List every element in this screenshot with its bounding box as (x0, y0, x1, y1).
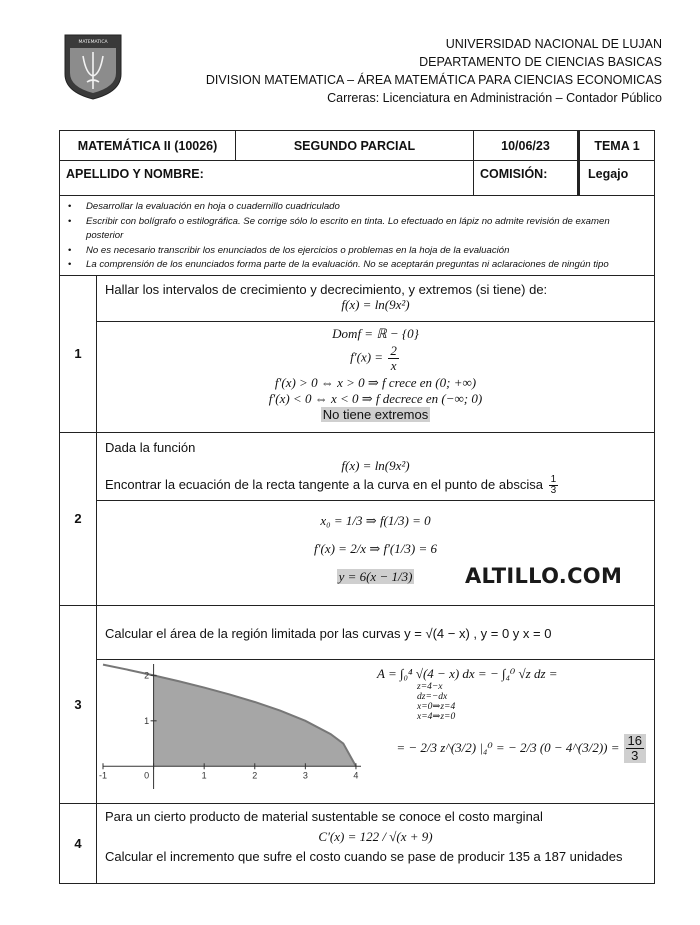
statement-label: Encontrar la ecuación de la recta tangente a la curva en el punto de abscisa (105, 476, 543, 492)
exercise-1-statement (97, 276, 654, 322)
tangent-line-result: y = 6(x − 1/3) (338, 568, 413, 584)
exercise-number: 1 (60, 276, 97, 432)
x-tick-label: 3 (302, 770, 308, 781)
area-chart (97, 660, 367, 803)
header-university: UNIVERSIDAD NACIONAL DE LUJAN (445, 37, 662, 51)
increasing-line: f′(x) > 0 ⇔ x > 0 ⇒ f crece en (0; +∞) (274, 374, 477, 390)
rule-item: • Escribir con bolígrafo o estilográfica. Se corrige sólo lo escrito en tinta. Lo efectuado en lápiz no admite revisión de examen posterior (68, 215, 646, 244)
result-denominator: 3 (631, 747, 639, 763)
extrema-result: No tiene extremos (322, 406, 429, 422)
exam-date-cell: 10/06/23 (474, 131, 578, 160)
x0-line: x₀ = 1/3 ⇒ f(1/3) = 0 (320, 512, 431, 528)
exercise-1-solution (97, 322, 654, 427)
abscisa-numerator: 1 (550, 473, 557, 485)
statement-text: Para un cierto producto de material sustentable se conoce el costo marginal (105, 808, 543, 824)
header-division: DIVISION MATEMATICA – ÁREA MATEMÁTICA PARA CIENCIAS ECONOMICAS (205, 73, 662, 87)
name-label: APELLIDO Y NOMBRE: (60, 161, 474, 195)
exercise-number: 2 (60, 433, 97, 605)
evaluation-text: = − 2/3 z^(3/2) |₄⁰ = − 2/3 (0 − 4^(3/2)) = (396, 740, 620, 756)
exercise-number: 4 (60, 804, 97, 883)
function-formula: f(x) = ln(9x²) (341, 457, 410, 473)
institution-header (206, 35, 662, 107)
evaluation-line (377, 734, 648, 763)
slope-line: f′(x) = 2/x ⇒ f′(1/3) = 6 (314, 540, 437, 556)
statement-text (105, 475, 646, 496)
y-tick-label: 2 (144, 670, 150, 681)
exam-info-row (60, 131, 654, 161)
exercise-number: 3 (60, 606, 97, 803)
tema-cell: TEMA 1 (578, 131, 654, 160)
y-tick-label: 1 (144, 715, 150, 726)
exercise-4 (60, 804, 654, 883)
substitution-item: dz=−dx (417, 691, 448, 702)
question-text: Calcular el incremento que sufre el costo cuando se pase de producir 135 a 187 unidades (105, 848, 623, 864)
derivative-line (105, 344, 646, 373)
derivative-numerator: 2 (390, 342, 397, 358)
derivative-lhs: f′(x) = (350, 349, 384, 365)
x-tick-label: -1 (98, 770, 108, 781)
logo-text: MATEMATICA (78, 40, 108, 45)
substitution-block (417, 682, 648, 722)
exam-rules (60, 196, 654, 276)
statement-text: Hallar los intervalos de crecimiento y decrecimiento, y extremos (si tiene) de: (105, 281, 548, 297)
header-department: DEPARTAMENTO DE CIENCIAS BASICAS (419, 55, 662, 69)
decreasing-line: f′(x) < 0 ⇔ x < 0 ⇒ f decrece en (−∞; 0) (268, 390, 483, 406)
comision-label: COMISIÓN: (474, 161, 578, 195)
result-numerator: 16 (627, 732, 642, 748)
integral-work (367, 660, 654, 803)
header-careers: Carreras: Licenciatura en Administración – Contador Público (327, 91, 662, 105)
integral-line: A = ∫₀⁴ √(4 − x) dx = − ∫₄⁰ √z dz = (377, 665, 558, 681)
x-tick-label: 0 (144, 770, 150, 781)
student-row (60, 161, 654, 196)
x-tick-label: 2 (252, 770, 258, 781)
x-tick-label: 1 (201, 770, 207, 781)
derivative-denominator: x (390, 357, 397, 373)
exercise-3-statement: Calcular el área de la región limitada por las curvas y = √(4 − x) , y = 0 y x = 0 (97, 606, 654, 660)
abscisa-denominator: 3 (550, 484, 557, 496)
exercise-3 (60, 606, 654, 804)
area-region (154, 675, 356, 766)
subject-cell: MATEMÁTICA II (10026) (60, 131, 236, 160)
university-logo (64, 34, 122, 100)
exam-type-cell: SEGUNDO PARCIAL (236, 131, 474, 160)
legajo-label: Legajo (578, 161, 654, 195)
substitution-item: x=0⇒z=4 (417, 701, 456, 712)
exercise-2-statement (97, 433, 654, 501)
area-result (624, 734, 646, 763)
exam-frame (59, 130, 655, 884)
intro-text: Dada la función (105, 439, 196, 455)
x-tick-label: 4 (353, 770, 359, 781)
rule-item: • Desarrollar la evaluación en hoja o cuadernillo cuadriculado (68, 200, 646, 215)
watermark-logo: ALTILLO.COM (465, 564, 623, 588)
rule-item: • No es necesario transcribir los enunciados de los ejercicios o problemas en la hoja de la evaluación (68, 244, 646, 259)
exercise-3-solution (97, 660, 654, 803)
domain-line: Domf = ℝ − {0} (332, 325, 419, 341)
substitution-item: z=4−x (417, 681, 443, 692)
marginal-cost-formula: C′(x) = 122 / √(x + 9) (318, 828, 433, 844)
exercise-1 (60, 276, 654, 433)
substitution-item: x=4⇒z=0 (417, 711, 456, 722)
function-formula: f(x) = ln(9x²) (341, 296, 410, 312)
rule-item: • La comprensión de los enunciados forma parte de la evaluación. No se aceptarán preguntas ni aclaraciones de ningún tipo (68, 258, 646, 273)
